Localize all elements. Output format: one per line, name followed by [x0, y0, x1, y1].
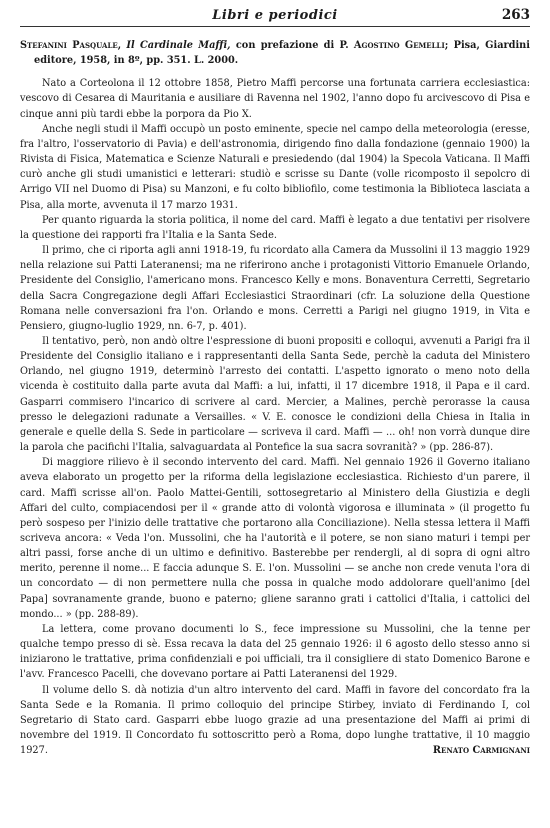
bibliographic-entry — [20, 38, 530, 68]
book-author: Stefanini Pasquale, — [20, 40, 122, 51]
paragraph-8: Il volume dello S. dà notizia d'un altro intervento del card. Maffi in favore del concordato fra la Santa Sede e la Romania. Il primo colloquio del principe Stirbey, inviato di Ferdinando I, col Segretario di Stato card. Gasparri ebbe luogo grazie ad una presentazione del Maffi ai primi di novembre del 1919. Il Concordato fu sottoscritto però a Roma, dopo lunghe trattative, il 10 maggio 1927. — [20, 684, 530, 757]
paragraph-5: Il tentativo, però, non andò oltre l'espressione di buoni propositi e colloqui, avvenuti a Parigi fra il Presidente del Consiglio italiano e i rappresentanti della Santa Sede, perchè la caduta del Ministero Orlando, nel giugno 1919, determinò l'arresto dei contatti. L'aspetto ignorato o meno noto della vicenda è costituito dalla parte avuta dal Maffi: a lui, infatti, il 17 dicembre 1918, il Papa e il card. Gasparri commisero l'incarico di scrivere al card. Mercier, a Malines, perchè perorasse la causa presso le delegazioni radunate a Versailles. « V. E. conosce le condizioni della Chiesa in Italia in generale e quelle della S. Sede in particolare — scriveva il card. Maffi — ... oh! non vorrà dunque dire la parola che pacifichi l'Italia, salvaguardata al Pontefice la sua sacra sovranità? » (pp. 286-87). — [20, 335, 530, 454]
paragraph-2: Anche negli studi il Maffi occupò un posto eminente, specie nel campo della meteorologia (eresse, fra l'altro, l'osservatorio di Pavia) e dell'astronomia, dirigendo fino dalla fondazione (gennaio 1900) la Rivista di Fisica, Matematica e Scienze Naturali e presiedendo (dal 1904) la Specola Vaticana. Il Maffi curò anche gli studi umanistici e letterari: studiò e scrisse su Dante (volle ricomposto il sepolcro di Arrigo VII nel Duomo di Pisa) su Manzoni, e fu colto bibliofilo, come testimonia la Biblioteca lasciata a Pisa, alla morte, avvenuta il 17 marzo 1931. — [20, 123, 530, 211]
preface-intro: con prefazione di P. — [235, 40, 349, 51]
paragraph-7: La lettera, come provano documenti lo S., fece impressione su Mussolini, che la tenne per qualche tempo presso di sè. Essa recava la data del 25 gennaio 1926: il 6 agosto dello stesso anno si iniziarono le trattative, prima confidenziali e poi ufficiali, tra il consigliere di stato Domenico Barone e l'avv. Francesco Pacelli, che dovevano portare ai Patti Lateranensi del 1929. — [20, 623, 530, 681]
preface-author: Agostino Gemelli; — [353, 40, 449, 51]
publication-details: Pisa, Giardini editore, 1958, in 8º, pp. 351. L. 2000. — [34, 40, 530, 67]
running-header — [20, 6, 530, 27]
paragraph-4: Il primo, che ci riporta agli anni 1918-19, fu ricordato alla Camera da Mussolini il 13 maggio 1929 nella relazione sui Patti Lateranensi; ma ne riferirono anche i protagonisti Vittorio Emanuele Orlando, Presidente del Consiglio, l'americano mons. Francesco Kelly e mons. Bonaventura Cerretti, Segretario della Sacra Congregazione degli Affari Ecclesiastici Straordinari (cfr. La soluzione della Questione Romana nelle conversazioni fra l'on. Orlando e mons. Cerretti a Parigi nel giugno 1919, in Vita e Pensiero, giugno-luglio 1929, nn. 6-7, p. 401). — [20, 245, 530, 332]
paragraph-3: Per quanto riguarda la storia politica, il nome del card. Maffi è legato a due tentativi per risolvere la questione dei rapporti fra l'Italia e la Santa Sede. — [20, 214, 530, 241]
page-number: 263 — [501, 7, 530, 23]
running-title: Libri e periodici — [212, 8, 338, 23]
review-body — [20, 38, 530, 759]
paragraph-1: Nato a Corteolona il 12 ottobre 1858, Pietro Maffi percorse una fortunata carriera ecclesiastica: vescovo di Cesarea di Mauritania e ausiliare di Ravenna nel 1902, l'anno dopo fu arcivescovo di Pisa e cinque anni più tardi ebbe la porpora da Pio X. — [20, 78, 530, 120]
book-title: Il Cardinale Maffi, — [126, 40, 231, 51]
reviewer-signature: Renato Carmignani — [432, 745, 530, 757]
paragraph-6: Di maggiore rilievo è il secondo intervento del card. Maffi. Nel gennaio 1926 il Governo italiano aveva elaborato un progetto per la riforma della legislazione ecclesiastica. Richiesto d'un parere, il card. Maffi scrisse all'on. Paolo Mattei-Gentili, sottosegretario al Ministero della Giustizia e degli Affari del culto, compiacendosi per il « grande atto di volontà vigorosa e illuminata » (il progetto fu però sospeso per l'inizio delle trattative che portarono alla Conciliazione). Nella stessa lettera il Maffi scriveva ancora: « Veda l'on. Mussolini, che ha l'autorità e il potere, se non siano maturi i tempi per altri passi, forse anche di un ultimo e definitivo. Basterebbe per rendergli, al di sopra di ogni altro merito, perenne il nome... E faccia adunque S. E. l'on. Mussolini — se anche non crede venuta l'ora di un concordato — di non permettere nulla che possa in qualche modo addolorare quell'animo [del Papa] sovranamente grande, buono e paterno; gliene saranno grati i cattolici d'Italia, i cattolici del mondo... » (pp. 288-89). — [20, 457, 530, 620]
